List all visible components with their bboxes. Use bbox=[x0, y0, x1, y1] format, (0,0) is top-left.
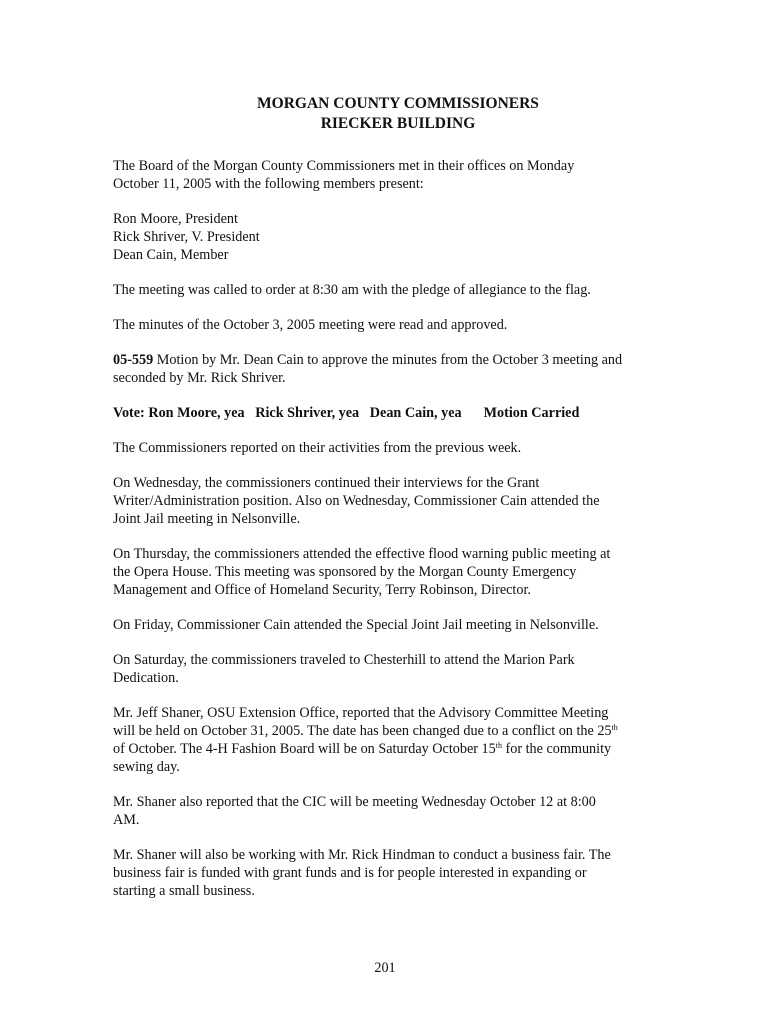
thursday-line-3: Management and Office of Homeland Security, Terry Robinson, Director. bbox=[113, 582, 531, 598]
wednesday-paragraph bbox=[113, 474, 673, 528]
member-rick-shriver: Rick Shriver, V. President bbox=[113, 229, 260, 245]
saturday-paragraph bbox=[113, 651, 673, 687]
cic-line-2: AM. bbox=[113, 812, 140, 828]
title-line-1: MORGAN COUNTY COMMISSIONERS bbox=[257, 95, 539, 112]
shaner-report-line-2 bbox=[113, 722, 673, 740]
business-fair-line-3: starting a small business. bbox=[113, 883, 255, 899]
thursday-line-1: On Thursday, the commissioners attended the effective flood warning public meeting at bbox=[113, 546, 611, 562]
wednesday-line-1: On Wednesday, the commissioners continued their interviews for the Grant bbox=[113, 475, 540, 491]
intro-line-1: The Board of the Morgan County Commissioners met in their offices on Monday bbox=[113, 158, 575, 174]
minutes-paragraph bbox=[113, 316, 673, 334]
friday-text: On Friday, Commissioner Cain attended the Special Joint Jail meeting in Nelsonville. bbox=[113, 617, 599, 633]
vote-text: Vote: Ron Moore, yea Rick Shriver, yea Dean Cain, yea bbox=[113, 405, 462, 421]
motion-line-1-text: Motion by Mr. Dean Cain to approve the minutes from the October 3 meeting and bbox=[153, 352, 623, 368]
saturday-line-1: On Saturday, the commissioners traveled to Chesterhill to attend the Marion Park bbox=[113, 652, 575, 668]
intro-paragraph bbox=[113, 157, 673, 193]
activities-intro-paragraph bbox=[113, 439, 673, 457]
shaner-report-paragraph bbox=[113, 704, 673, 776]
cic-paragraph bbox=[113, 793, 673, 829]
call-to-order-paragraph bbox=[113, 281, 673, 299]
thursday-line-2: the Opera House. This meeting was sponsored by the Morgan County Emergency bbox=[113, 564, 577, 580]
saturday-line-2: Dedication. bbox=[113, 670, 179, 686]
shaner-report-line-3-text-a: of October. The 4-H Fashion Board will be on Saturday October 15 bbox=[113, 741, 496, 757]
document-page bbox=[113, 94, 673, 917]
activities-intro-text: The Commissioners reported on their activities from the previous week. bbox=[113, 440, 522, 456]
motion-paragraph bbox=[113, 351, 673, 387]
friday-paragraph bbox=[113, 616, 673, 634]
shaner-report-line-3 bbox=[113, 740, 673, 758]
minutes-text: The minutes of the October 3, 2005 meeting were read and approved. bbox=[113, 317, 508, 333]
shaner-report-line-3-text-b: for the community bbox=[501, 741, 612, 757]
thursday-paragraph bbox=[113, 545, 673, 599]
shaner-report-line-1: Mr. Jeff Shaner, OSU Extension Office, reported that the Advisory Committee Meeting bbox=[113, 705, 609, 721]
intro-line-2: October 11, 2005 with the following members present: bbox=[113, 176, 424, 192]
title-line-2: RIECKER BUILDING bbox=[320, 115, 476, 132]
shaner-report-line-4: sewing day. bbox=[113, 759, 180, 775]
cic-line-1: Mr. Shaner also reported that the CIC will be meeting Wednesday October 12 at 8:00 bbox=[113, 794, 596, 810]
wednesday-line-3: Joint Jail meeting in Nelsonville. bbox=[113, 511, 301, 527]
document-title bbox=[113, 94, 673, 134]
motion-line-2: seconded by Mr. Rick Shriver. bbox=[113, 370, 286, 386]
motion-number: 05-559 bbox=[113, 352, 154, 368]
shaner-report-line-2-text: will be held on October 31, 2005. The date has been changed due to a conflict on the 25 bbox=[113, 723, 612, 739]
motion-line-1 bbox=[113, 351, 673, 369]
vote-line bbox=[113, 404, 673, 422]
motion-result: Motion Carried bbox=[483, 405, 580, 421]
member-dean-cain: Dean Cain, Member bbox=[113, 247, 229, 263]
ordinal-suffix: th bbox=[495, 741, 502, 750]
page-number: 201 bbox=[374, 960, 396, 976]
business-fair-line-1: Mr. Shaner will also be working with Mr. Rick Hindman to conduct a business fair. The bbox=[113, 847, 611, 863]
ordinal-suffix: th bbox=[611, 723, 618, 732]
member-ron-moore: Ron Moore, President bbox=[113, 211, 238, 227]
members-list bbox=[113, 210, 673, 264]
wednesday-line-2: Writer/Administration position. Also on Wednesday, Commissioner Cain attended the bbox=[113, 493, 600, 509]
business-fair-line-2: business fair is funded with grant funds and is for people interested in expanding or bbox=[113, 865, 587, 881]
call-to-order-text: The meeting was called to order at 8:30 am with the pledge of allegiance to the flag. bbox=[113, 282, 591, 298]
business-fair-paragraph bbox=[113, 846, 673, 900]
